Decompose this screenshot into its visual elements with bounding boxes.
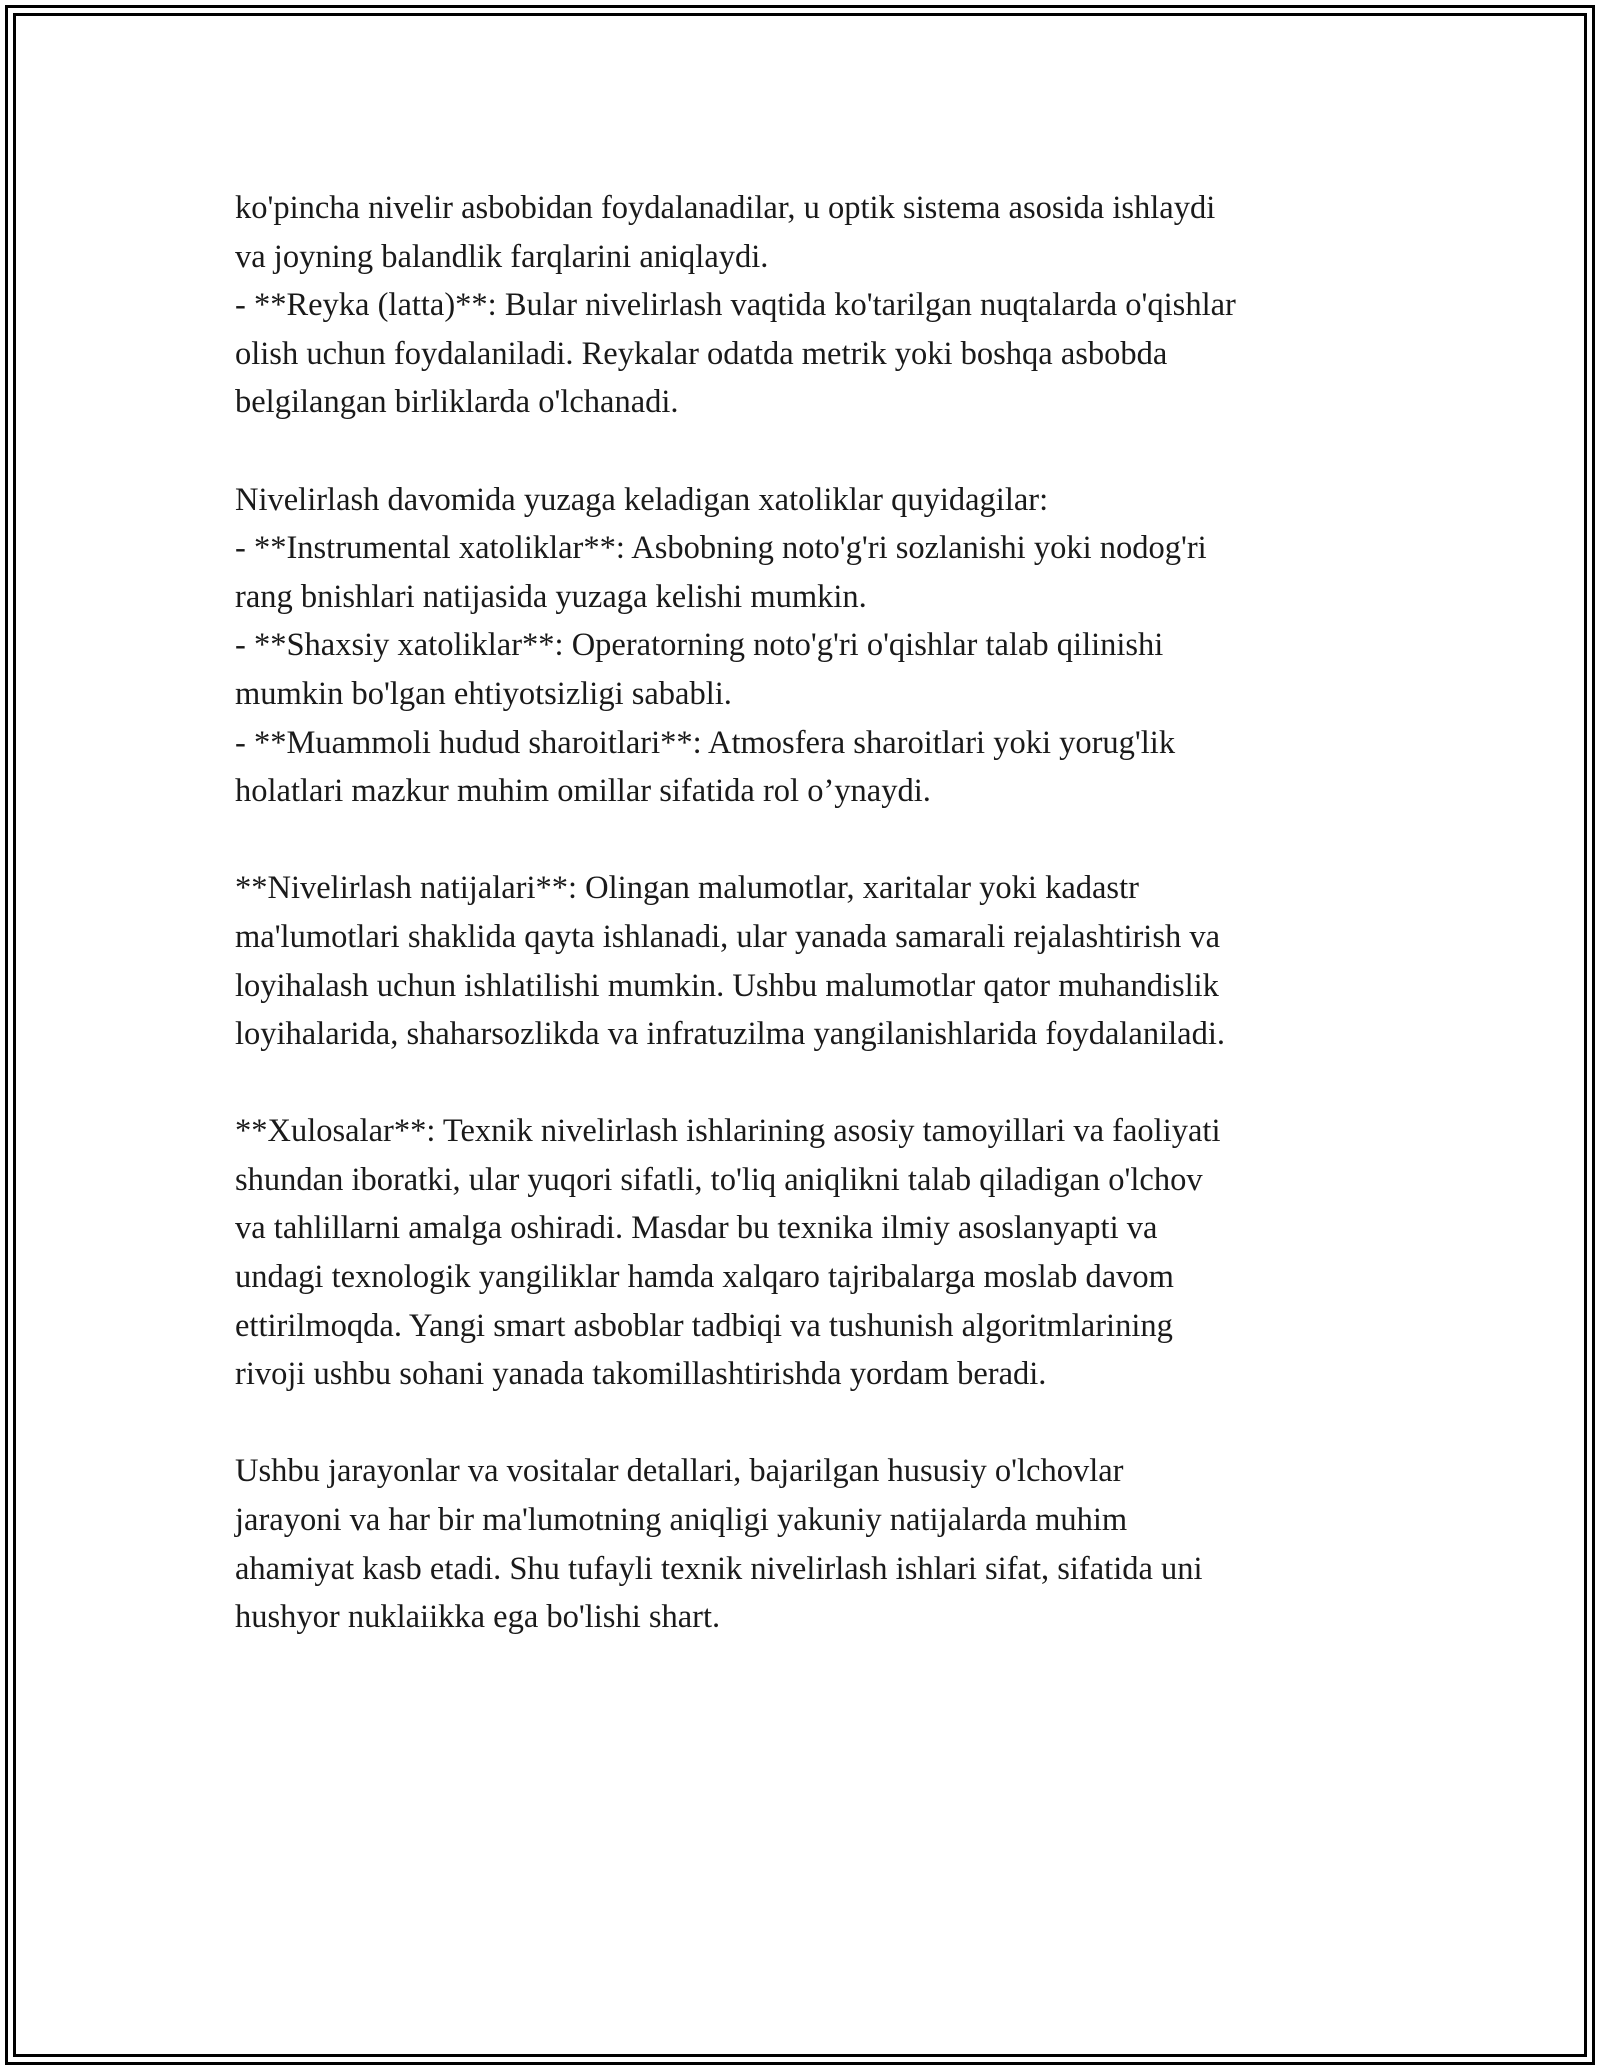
text-line: shundan iboratki, ular yuqori sifatli, to'liq aniqlikni talab qiladigan o'lchov <box>235 1161 1203 1198</box>
text-line: loyihalarida, shaharsozlikda va infratuzilma yangilanishlarida foydalaniladi. <box>235 1016 1225 1053</box>
paragraph-gap <box>235 427 1375 476</box>
text-line: ma'lumotlari shaklida qayta ishlanadi, ular yanada samarali rejalashtirish va <box>235 918 1221 955</box>
text-line: - **Shaxsiy xatoliklar**: Operatorning noto'g'ri o'qishlar talab qilinishi <box>235 627 1164 664</box>
text-line: belgilangan birliklarda o'lchanadi. <box>235 384 679 421</box>
text-line: olish uchun foydalaniladi. Reykalar odatda metrik yoki boshqa asbobda <box>235 335 1168 372</box>
text-line: - **Instrumental xatoliklar**: Asbobning noto'g'ri sozlanishi yoki nodog'ri <box>235 530 1207 567</box>
text-line: - **Muammoli hudud sharoitlari**: Atmosfera sharoitlari yoki yorug'lik <box>235 724 1176 761</box>
text-line: ahamiyat kasb etadi. Shu tufayli texnik nivelirlash ishlari sifat, sifatida uni <box>235 1550 1203 1587</box>
paragraph-natijalari <box>235 864 1375 1058</box>
paragraph-xulosalar <box>235 1107 1375 1399</box>
paragraph-gap <box>235 1399 1375 1448</box>
text-line: va tahlillarni amalga oshiradi. Masdar bu texnika ilmiy asoslanyapti va <box>235 1210 1158 1247</box>
text-line: mumkin bo'lgan ehtiyotsizligi sababli. <box>235 675 732 712</box>
paragraph-gap <box>235 1059 1375 1108</box>
text-line: va joyning balandlik farqlarini aniqlaydi. <box>235 238 769 275</box>
paragraph-xatoliklar <box>235 476 1375 816</box>
text-line: loyihalash uchun ishlatilishi mumkin. Ushbu malumotlar qator muhandislik <box>235 967 1219 1004</box>
text-line: rang bnishlari natijasida yuzaga kelishi mumkin. <box>235 578 867 615</box>
text-line: Nivelirlash davomida yuzaga keladigan xatoliklar quyidagilar: <box>235 481 1049 518</box>
text-line: **Xulosalar**: Texnik nivelirlash ishlarining asosiy tamoyillari va faoliyati <box>235 1113 1221 1150</box>
paragraph-nivelir-reyka <box>235 184 1375 427</box>
paragraph-gap <box>235 816 1375 865</box>
text-line: **Nivelirlash natijalari**: Olingan malumotlar, xaritalar yoki kadastr <box>235 870 1139 907</box>
paragraph-jarayonlar <box>235 1447 1375 1641</box>
text-line: - **Reyka (latta)**: Bular nivelirlash vaqtida ko'tarilgan nuqtalarda o'qishlar <box>235 287 1236 324</box>
text-line: jarayoni va har bir ma'lumotning aniqligi yakuniy natijalarda muhim <box>235 1502 1128 1539</box>
text-line: undagi texnologik yangiliklar hamda xalqaro tajribalarga moslab davom <box>235 1259 1174 1296</box>
document-body <box>235 184 1375 1642</box>
text-line: Ushbu jarayonlar va vositalar detallari, bajarilgan hususiy o'lchovlar <box>235 1453 1124 1490</box>
text-line: ko'pincha nivelir asbobidan foydalanadilar, u optik sistema asosida ishlaydi <box>235 190 1216 226</box>
text-line: rivoji ushbu sohani yanada takomillashtirishda yordam beradi. <box>235 1356 1047 1393</box>
text-line: hushyor nuklaiikka ega bo'lishi shart. <box>235 1599 721 1636</box>
text-line: ettirilmoqda. Yangi smart asboblar tadbiqi va tushunish algoritmlarining <box>235 1307 1173 1344</box>
text-line: holatlari mazkur muhim omillar sifatida rol o’ynaydi. <box>235 773 931 810</box>
